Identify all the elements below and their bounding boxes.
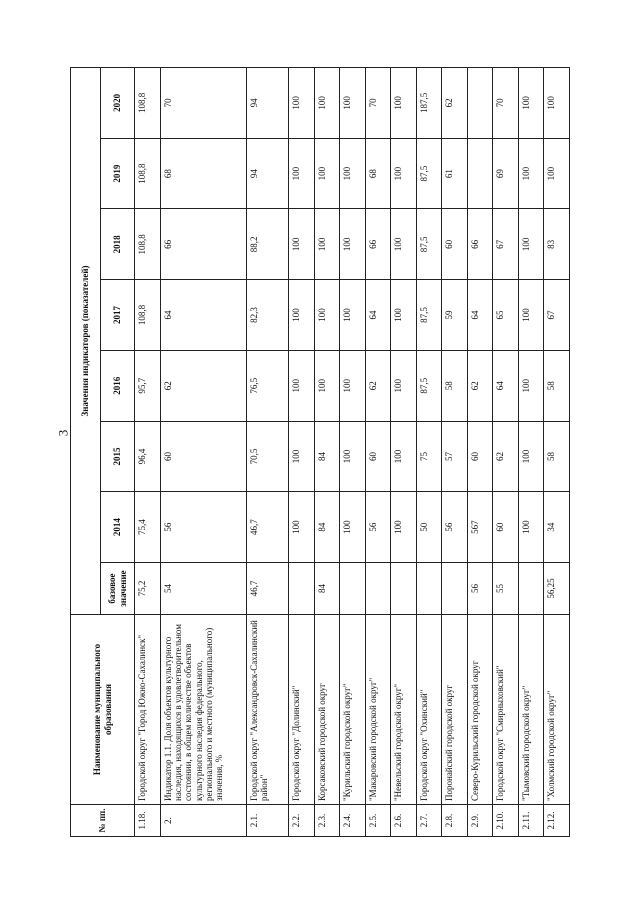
rotated-table-container [70,67,570,837]
row-value: 100 [314,138,340,209]
row-value: 84 [314,421,340,492]
row-value: 108,8 [135,280,161,351]
row-value: 100 [518,350,544,421]
table-row [493,68,519,837]
row-value: 83 [544,209,570,280]
row-value: 66 [160,209,246,280]
row-value: 68 [365,138,391,209]
row-value: 64 [160,280,246,351]
row-value: 69 [493,138,519,209]
row-name: Городской округ "Александровск-Сахалинский район" [246,615,289,805]
row-value: 75,4 [135,492,161,563]
row-name: Корсаковский городской округ [314,615,340,805]
row-value: 100 [340,421,366,492]
header-base: базовое значение [101,563,135,615]
header-year: 2015 [101,421,135,492]
header-year: 2018 [101,209,135,280]
header-name: Наименование муниципального образования [71,615,135,805]
row-value: 100 [391,68,417,139]
table-row [518,68,544,837]
row-value: 58 [442,350,468,421]
row-value: 187,5 [416,68,442,139]
row-value: 100 [340,138,366,209]
row-name: "Холмский городской округ" [544,615,570,805]
row-value: 58 [544,421,570,492]
row-name: Индикатор 1.1. Доля объектов культурного наследия, находящихся в удовлетворительном состоянии, в общем количестве объектов культурного наследия федерального, регионального и местного (муниципального) значения, % [160,615,246,805]
row-value: 60 [467,421,493,492]
row-name: Поронайский городской округ [442,615,468,805]
row-value: 100 [289,350,315,421]
row-value: 34 [544,492,570,563]
row-value: 108,8 [135,138,161,209]
table-row [314,68,340,837]
row-value: 100 [314,209,340,280]
row-value: 60 [442,209,468,280]
row-name: "Макаровский городской округ" [365,615,391,805]
row-value: 70 [493,68,519,139]
row-value [467,138,493,209]
row-name: "Курильский городской округ" [340,615,366,805]
table-row [135,68,161,837]
row-value: 100 [289,421,315,492]
row-num: 2.12. [544,805,570,837]
row-value: 87,5 [416,280,442,351]
row-value: 67 [493,209,519,280]
row-value: 84 [314,492,340,563]
row-num: 2.4. [340,805,366,837]
row-base: 55 [493,563,519,615]
row-name: Северо-Курильский городской округ [467,615,493,805]
row-value: 60 [493,492,519,563]
row-value: 87,5 [416,350,442,421]
row-base [340,563,366,615]
table-row [442,68,468,837]
row-value: 100 [544,68,570,139]
row-value: 100 [314,280,340,351]
row-value: 61 [442,138,468,209]
row-value: 94 [246,68,289,139]
row-num: 2.8. [442,805,468,837]
row-value: 62 [467,350,493,421]
row-value: 64 [365,280,391,351]
row-value: 50 [416,492,442,563]
table-row [289,68,315,837]
row-num: 1.18. [135,805,161,837]
table-row [160,68,246,837]
row-value: 100 [340,68,366,139]
row-num: 2.2. [289,805,315,837]
header-num: № пп. [71,805,135,837]
row-value: 100 [391,280,417,351]
row-name: Городской округ "Охинский" [416,615,442,805]
row-value: 100 [340,350,366,421]
row-value: 65 [493,280,519,351]
row-value: 62 [365,350,391,421]
row-value: 82,3 [246,280,289,351]
row-value: 62 [442,68,468,139]
row-value: 100 [340,209,366,280]
table-row [246,68,289,837]
header-year: 2014 [101,492,135,563]
header-year: 2016 [101,350,135,421]
row-value: 100 [518,68,544,139]
row-num: 2.7. [416,805,442,837]
row-value: 75 [416,421,442,492]
row-value: 56 [442,492,468,563]
row-value: 94 [246,138,289,209]
row-value: 66 [467,209,493,280]
row-value: 87,5 [416,209,442,280]
header-year: 2017 [101,280,135,351]
row-base: 56 [467,563,493,615]
row-value: 567 [467,492,493,563]
row-value: 100 [518,421,544,492]
page-number: 3 [55,429,71,437]
row-name: "Тымовский городской округ" [518,615,544,805]
row-num: 2.11. [518,805,544,837]
row-name: Городской округ "Долинский" [289,615,315,805]
row-base [518,563,544,615]
row-value: 96,4 [135,421,161,492]
row-value: 108,8 [135,209,161,280]
row-name: Городской округ "Смирныховский" [493,615,519,805]
row-value: 57 [442,421,468,492]
row-value: 70 [365,68,391,139]
row-value: 56 [365,492,391,563]
table-row [365,68,391,837]
row-value: 59 [442,280,468,351]
row-value: 100 [544,138,570,209]
row-value: 100 [391,421,417,492]
row-base: 75,2 [135,563,161,615]
row-base: 84 [314,563,340,615]
row-value: 100 [289,138,315,209]
row-value: 100 [289,280,315,351]
row-value: 100 [391,209,417,280]
row-value: 64 [493,350,519,421]
table-row [544,68,570,837]
row-num: 2.3. [314,805,340,837]
header-year: 2020 [101,68,135,139]
row-value: 76,5 [246,350,289,421]
row-value: 95,7 [135,350,161,421]
row-value: 100 [518,492,544,563]
row-value: 56 [160,492,246,563]
row-value: 100 [340,492,366,563]
row-base [416,563,442,615]
header-group: Значения индикаторов (показателей) [71,68,101,615]
row-value: 100 [518,280,544,351]
row-num: 2.10. [493,805,519,837]
table-row [467,68,493,837]
row-value: 100 [391,492,417,563]
row-value: 100 [314,350,340,421]
row-value: 62 [160,350,246,421]
table-row [340,68,366,837]
row-value: 100 [391,138,417,209]
row-num: 2.1. [246,805,289,837]
row-base [442,563,468,615]
table-row [416,68,442,837]
row-value: 60 [160,421,246,492]
row-value: 100 [518,209,544,280]
row-value: 100 [289,492,315,563]
row-value: 58 [544,350,570,421]
row-base [391,563,417,615]
table-body [135,68,570,837]
row-base: 46,7 [246,563,289,615]
row-value: 67 [544,280,570,351]
row-value: 108,8 [135,68,161,139]
indicators-table [70,67,570,837]
row-base [289,563,315,615]
row-value: 100 [289,68,315,139]
row-value: 100 [289,209,315,280]
row-value: 64 [467,280,493,351]
row-value: 100 [340,280,366,351]
row-num: 2.6. [391,805,417,837]
row-value: 100 [314,68,340,139]
row-value: 87,5 [416,138,442,209]
row-value: 70,5 [246,421,289,492]
row-name: Городской округ "Город Южно-Сахалинск" [135,615,161,805]
row-value: 100 [518,138,544,209]
row-value: 70 [160,68,246,139]
row-value: 88,2 [246,209,289,280]
table-row [391,68,417,837]
row-value: 60 [365,421,391,492]
row-value [467,68,493,139]
row-value: 62 [493,421,519,492]
row-num: 2.5. [365,805,391,837]
row-base [365,563,391,615]
row-base: 54 [160,563,246,615]
row-num: 2. [160,805,246,837]
row-value: 100 [391,350,417,421]
row-value: 66 [365,209,391,280]
row-value: 46,7 [246,492,289,563]
row-num: 2.9. [467,805,493,837]
row-value: 68 [160,138,246,209]
row-name: "Невельский городской округ" [391,615,417,805]
row-base: 56,25 [544,563,570,615]
header-year: 2019 [101,138,135,209]
